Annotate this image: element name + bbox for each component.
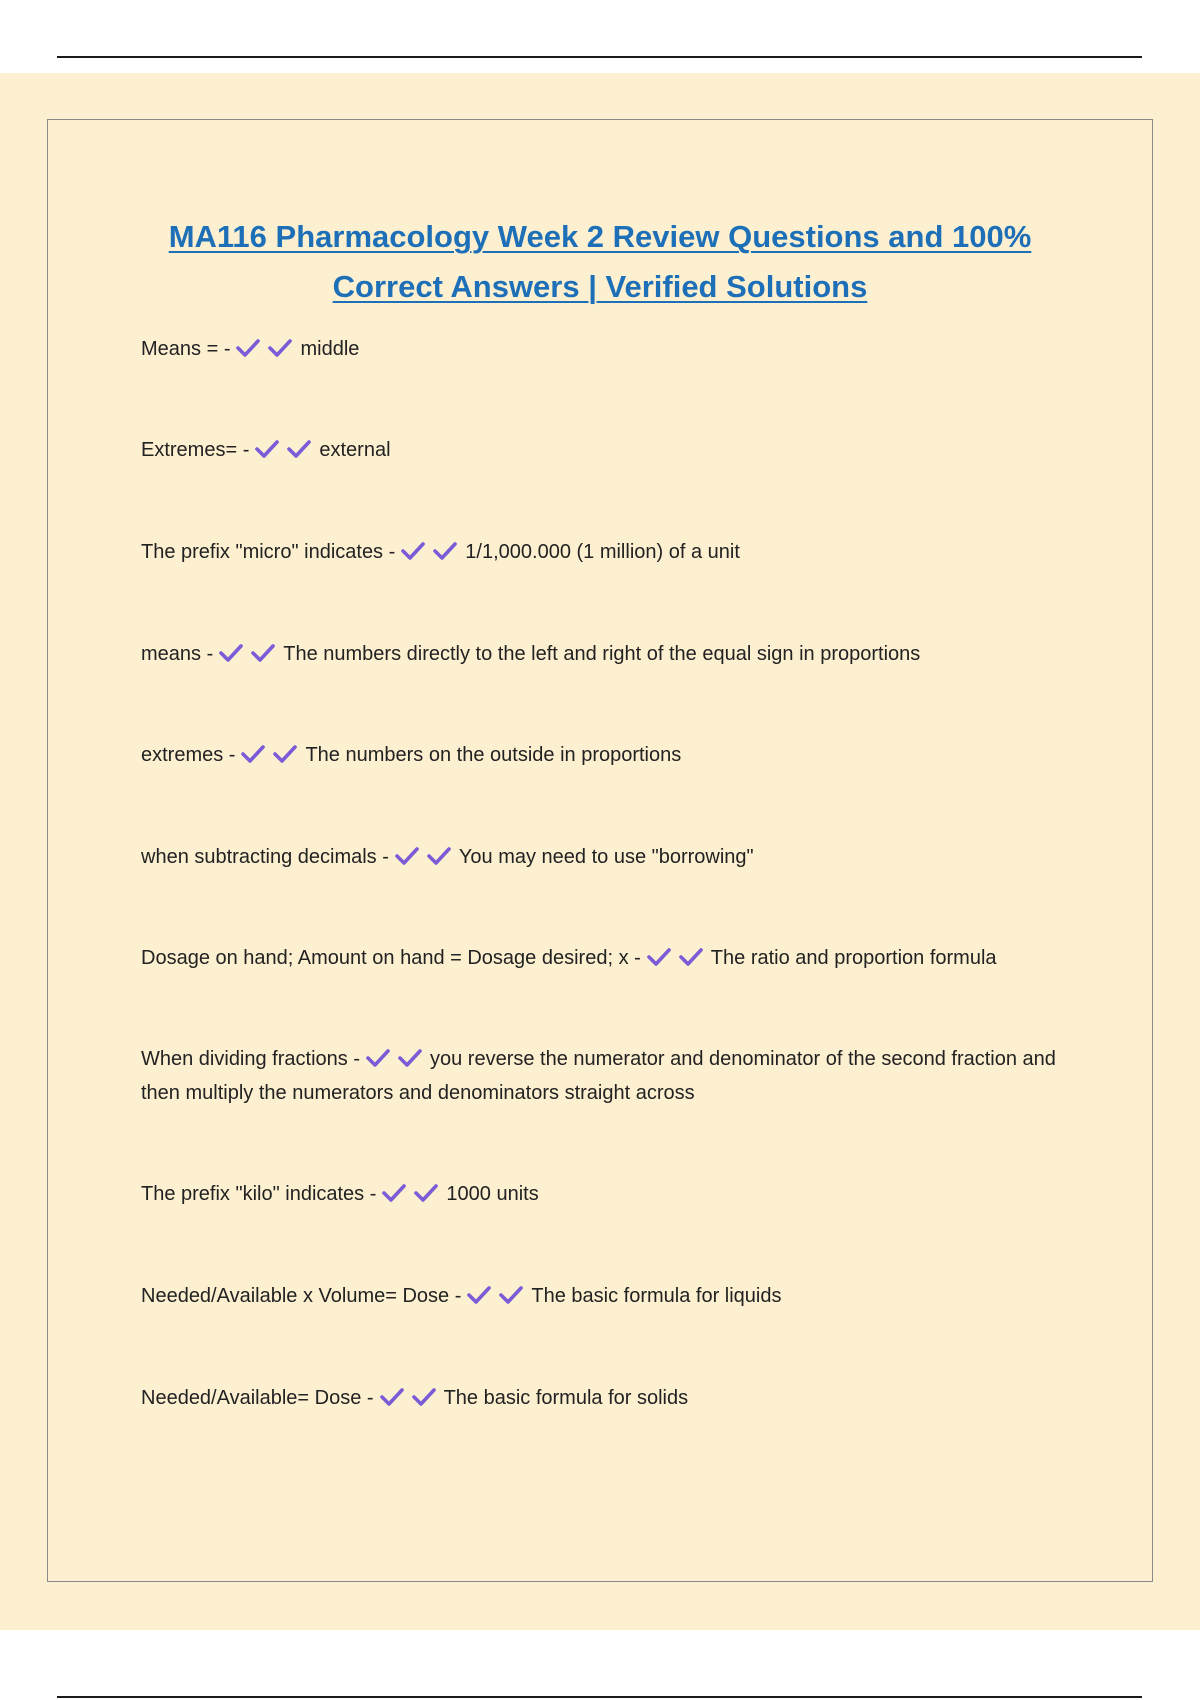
checkmark-icon [433, 541, 457, 561]
question-text: means - [141, 643, 214, 665]
qa-item [141, 332, 1081, 366]
answer-text: You may need to use "borrowing" [458, 846, 754, 868]
qa-item [141, 1177, 1081, 1211]
question-text: extremes - [141, 744, 236, 766]
checkmark-icon [679, 947, 703, 967]
qa-item [141, 738, 1081, 772]
checkmark-icon [268, 338, 292, 358]
question-text: The prefix "kilo" indicates - [141, 1183, 377, 1205]
qa-item [141, 1279, 1081, 1313]
checkmark-icon [467, 1285, 491, 1305]
title-line-1[interactable]: MA116 Pharmacology Week 2 Review Questions and 100% [168, 219, 1032, 254]
checkmark-icon [401, 541, 425, 561]
qa-item [141, 1381, 1081, 1415]
answer-text: you reverse the numerator and denominator of the second fraction and then multiply the numerators and denominators straight across [141, 1048, 1056, 1104]
answer-text: external [319, 439, 391, 461]
checkmark-icon [251, 643, 275, 663]
question-text: when subtracting decimals - [141, 846, 389, 868]
answer-text: 1000 units [446, 1183, 539, 1205]
checkmark-icon [395, 846, 419, 866]
answer-text: The ratio and proportion formula [710, 947, 997, 969]
question-text: Dosage on hand; Amount on hand = Dosage desired; x - [141, 947, 641, 969]
question-text: Needed/Available x Volume= Dose - [141, 1285, 462, 1307]
checkmark-icon [414, 1183, 438, 1203]
checkmark-icon [380, 1387, 404, 1407]
footer-rule [57, 1696, 1142, 1698]
header-rule [57, 56, 1142, 58]
question-text: When dividing fractions - [141, 1048, 360, 1070]
answer-text: The numbers directly to the left and right of the equal sign in proportions [283, 643, 921, 665]
checkmark-icon [499, 1285, 523, 1305]
document-title[interactable] [100, 212, 1100, 312]
checkmark-icon [412, 1387, 436, 1407]
checkmark-icon [273, 744, 297, 764]
answer-text: 1/1,000.000 (1 million) of a unit [465, 541, 740, 563]
qa-item [141, 1042, 1081, 1110]
qa-item [141, 433, 1081, 467]
answer-text: The basic formula for liquids [531, 1285, 782, 1307]
answer-text: The numbers on the outside in proportions [305, 744, 682, 766]
question-text: Means = - [141, 338, 231, 360]
checkmark-icon [366, 1048, 390, 1068]
title-line-2[interactable]: Correct Answers | Verified Solutions [332, 269, 868, 304]
question-text: Needed/Available= Dose - [141, 1387, 374, 1409]
checkmark-icon [287, 439, 311, 459]
qa-item [141, 535, 1081, 569]
checkmark-icon [219, 643, 243, 663]
checkmark-icon [647, 947, 671, 967]
checkmark-icon [241, 744, 265, 764]
question-text: The prefix "micro" indicates - [141, 541, 396, 563]
answer-text: middle [300, 338, 360, 360]
question-text: Extremes= - [141, 439, 250, 461]
qa-item [141, 941, 1081, 975]
checkmark-icon [427, 846, 451, 866]
checkmark-icon [236, 338, 260, 358]
qa-item [141, 637, 1081, 671]
checkmark-icon [398, 1048, 422, 1068]
checkmark-icon [255, 439, 279, 459]
checkmark-icon [382, 1183, 406, 1203]
answer-text: The basic formula for solids [443, 1387, 689, 1409]
qa-item [141, 840, 1081, 874]
